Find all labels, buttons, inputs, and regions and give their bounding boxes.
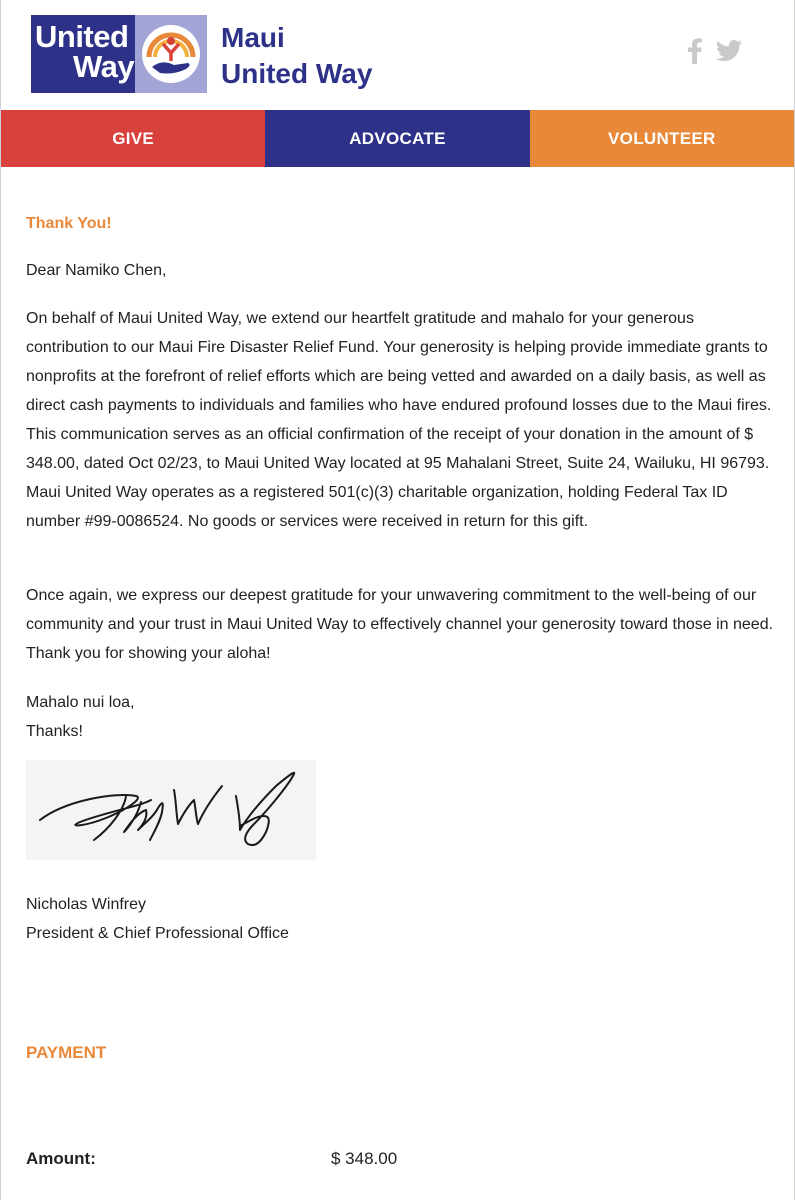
- logo-emblem: [135, 15, 207, 93]
- main-nav: [1, 110, 794, 167]
- payment-heading: PAYMENT: [26, 1043, 107, 1062]
- signer-name: Nicholas Winfrey: [26, 896, 147, 913]
- nav-volunteer-button[interactable]: VOLUNTEER: [530, 110, 794, 167]
- closing: [26, 688, 135, 746]
- org-name: [221, 20, 372, 92]
- logo-wordmark: [31, 15, 135, 93]
- salutation: Dear Namiko Chen,: [26, 262, 167, 279]
- letter-paragraph-2: Once again, we express our deepest gratitude for your unwavering commitment to the well-being of our community and your trust in Maui United Way to effectively channel your generosity toward those in need. Thank you for showing your aloha!: [26, 587, 774, 662]
- united-way-logo[interactable]: [31, 15, 207, 93]
- closing-line-2: Thanks!: [26, 723, 83, 740]
- org-name-line2: United Way: [221, 58, 373, 89]
- nav-advocate-button[interactable]: ADVOCATE: [265, 110, 529, 167]
- amount-label: Amount:: [26, 1149, 96, 1168]
- signer-title: President & Chief Professional Office: [26, 925, 289, 942]
- signer-block: [26, 890, 289, 948]
- facebook-icon[interactable]: [688, 38, 702, 69]
- logo-text-way: Way: [73, 49, 135, 84]
- hand-rainbow-icon: [140, 23, 202, 85]
- signature-drawing: [26, 760, 316, 860]
- nav-give-button[interactable]: GIVE: [1, 110, 265, 167]
- signature-image: [26, 760, 316, 860]
- social-links: [688, 38, 742, 69]
- email-header: [1, 0, 794, 110]
- twitter-icon[interactable]: [716, 40, 742, 67]
- thank-you-heading: Thank You!: [26, 215, 112, 232]
- logo-text-united: United: [35, 19, 129, 54]
- letter-paragraph-1: On behalf of Maui United Way, we extend our heartfelt gratitude and mahalo for your generous contribution to our Maui Fire Disaster Relief Fund. Your generosity is helping provide immediate grants to nonprofits at the forefront of relief efforts which are being vetted and awarded on a daily basis, as well as direct cash payments to individuals and families who have endured profound losses due to the Maui fires. This communication serves as an official confirmation of the receipt of your donation in the amount of $ 348.00, dated Oct 02/23, to Maui United Way located at 95 Mahalani Street, Suite 24, Wailuku, HI 96793. Maui United Way operates as a registered 501(c)(3) charitable organization, holding Federal Tax ID number #99-0086524. No goods or services were received in return for this gift.: [26, 310, 772, 530]
- closing-line-1: Mahalo nui loa,: [26, 694, 135, 711]
- amount-value: $ 348.00: [331, 1149, 398, 1168]
- org-name-line1: Maui: [221, 22, 285, 53]
